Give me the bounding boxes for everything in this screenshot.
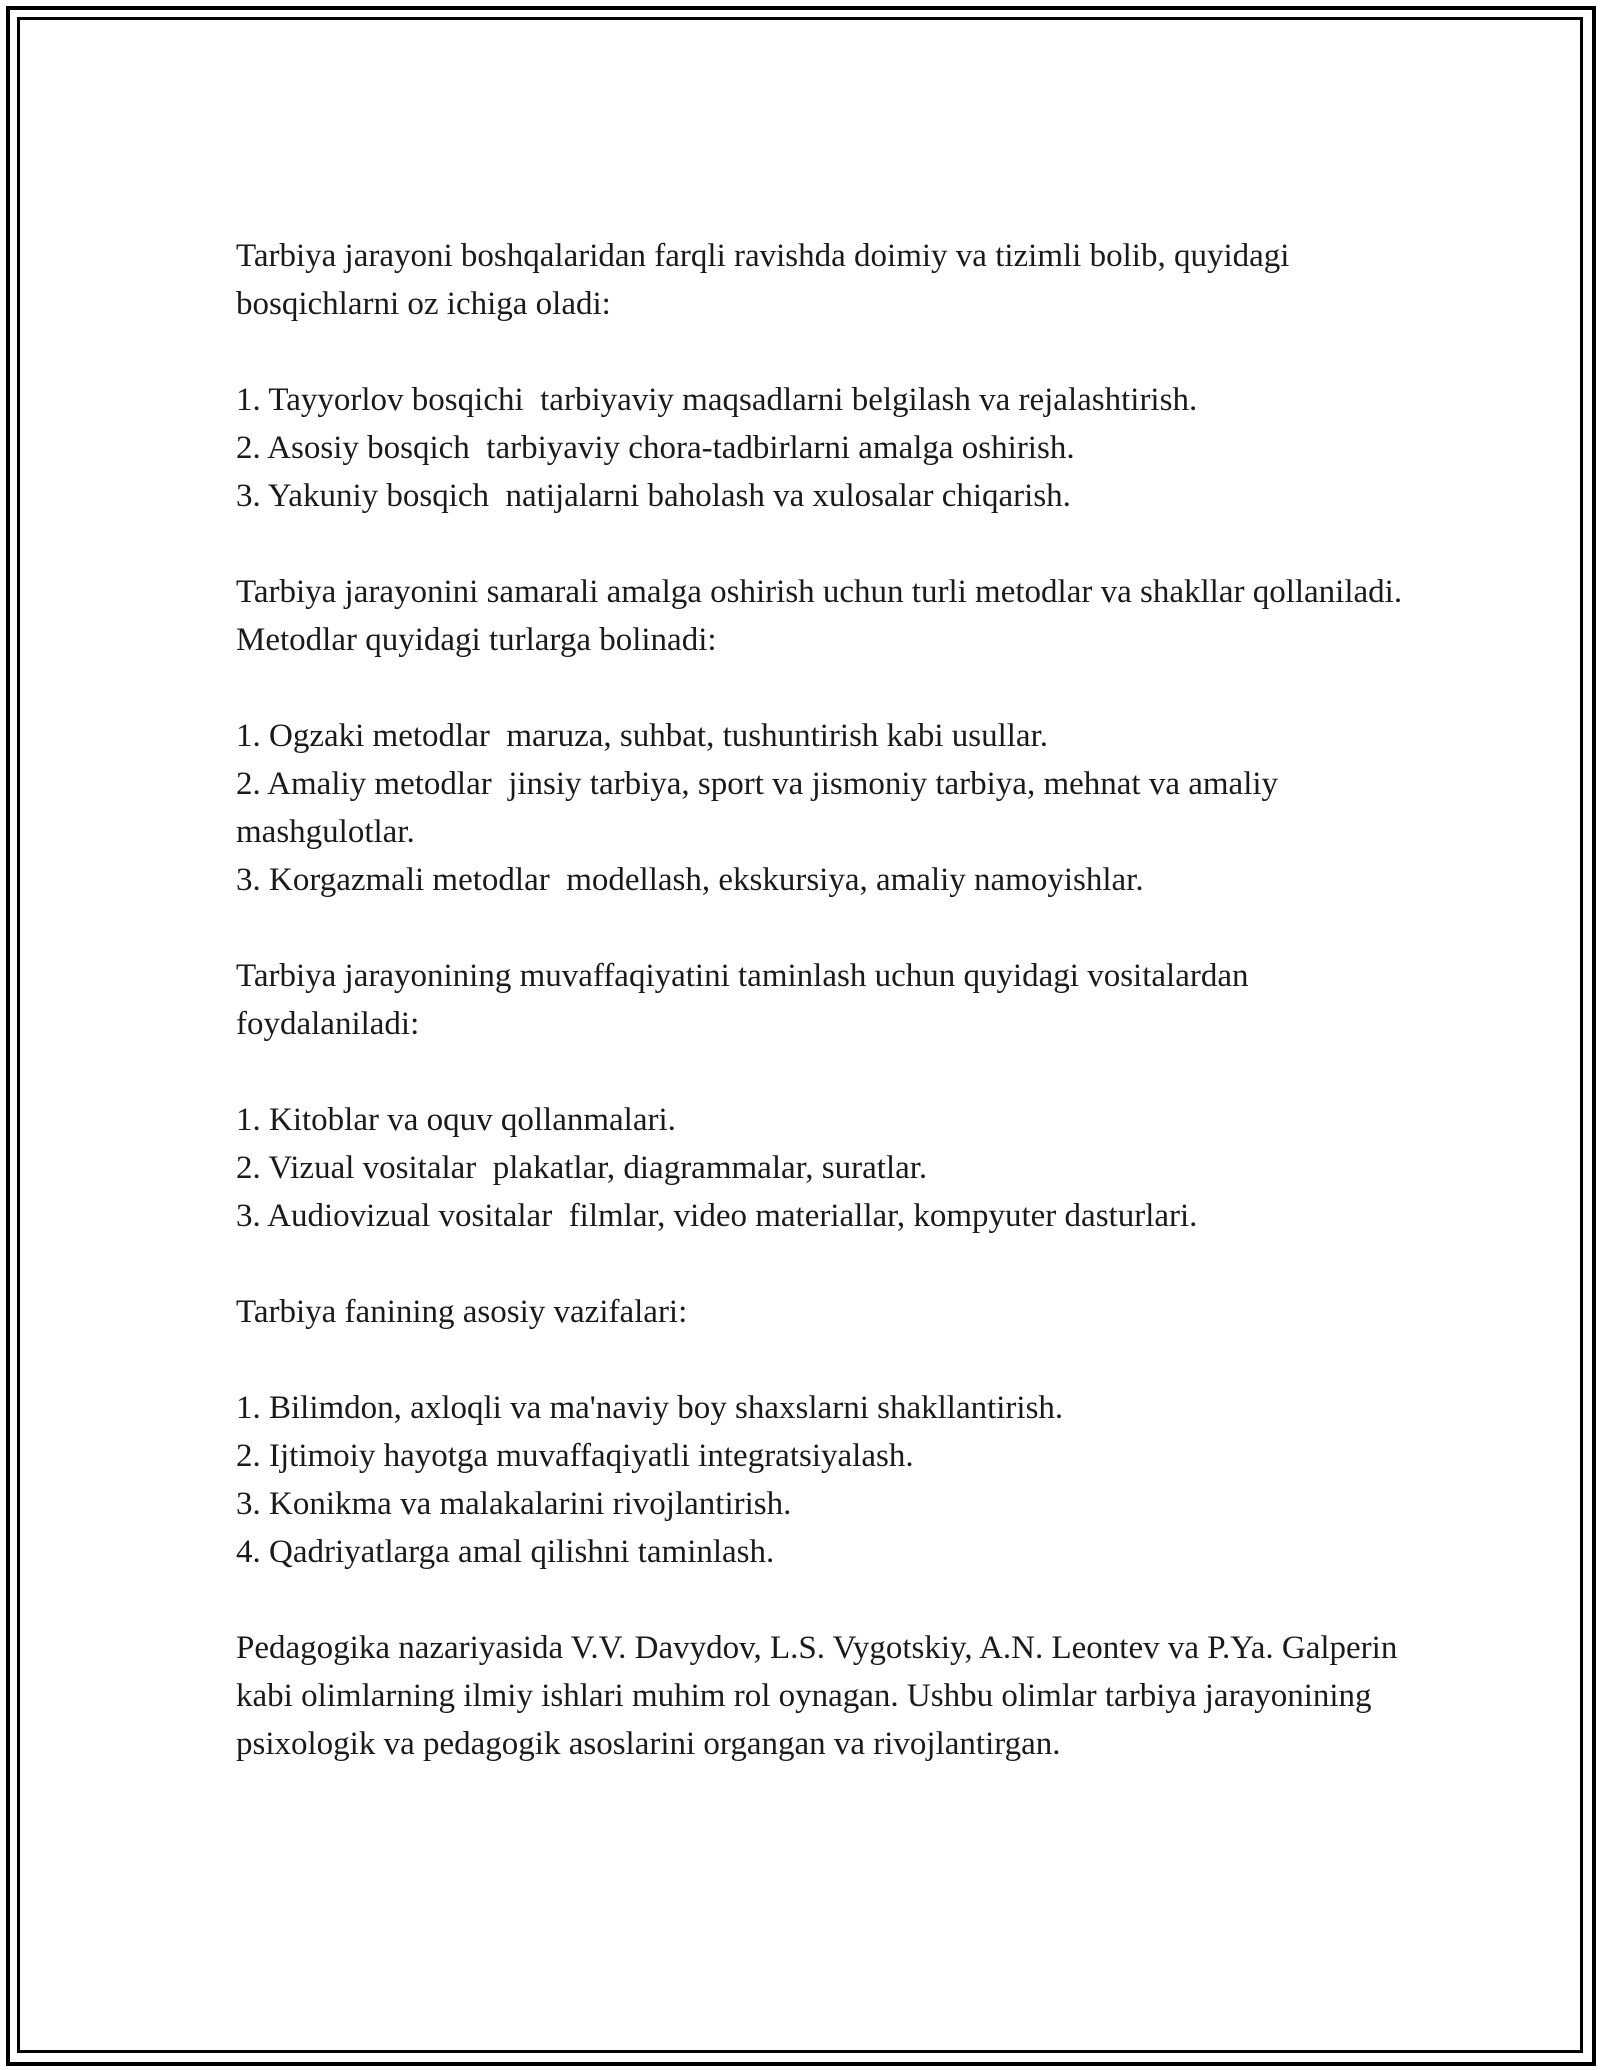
- list-item-task-1: 1. Bilimdon, axloqli va ma'naviy boy shaxslarni shakllantirish.: [236, 1390, 1064, 1426]
- list-item-stage-3: 3. Yakuniy bosqich natijalarni baholash va xulosalar chiqarish.: [236, 478, 1071, 514]
- list-item-task-2: 2. Ijtimoiy hayotga muvaffaqiyatli integratsiyalash.: [236, 1438, 914, 1474]
- list-item-method-2: 2. Amaliy metodlar jinsiy tarbiya, sport va jismoniy tarbiya, mehnat va amaliy mashgulotlar.: [236, 766, 1287, 850]
- spacer: [236, 904, 1406, 952]
- paragraph-tasks-intro: Tarbiya fanining asosiy vazifalari:: [236, 1294, 688, 1330]
- spacer: [236, 1240, 1406, 1288]
- list-item-tool-3: 3. Audiovizual vositalar filmlar, video materiallar, kompyuter dasturlari.: [236, 1198, 1198, 1234]
- list-item-tool-2: 2. Vizual vositalar plakatlar, diagrammalar, suratlar.: [236, 1150, 928, 1186]
- spacer: [236, 664, 1406, 712]
- list-item-stage-2: 2. Asosiy bosqich tarbiyaviy chora-tadbirlarni amalga oshirish.: [236, 430, 1075, 466]
- list-item-tool-1: 1. Kitoblar va oquv qollanmalari.: [236, 1102, 676, 1138]
- spacer: [236, 1576, 1406, 1624]
- list-item-method-3: 3. Korgazmali metodlar modellash, ekskursiya, amaliy namoyishlar.: [236, 862, 1144, 898]
- paragraph-closing: Pedagogika nazariyasida V.V. Davydov, L.S. Vygotskiy, A.N. Leontev va P.Ya. Galperin kabi olimlarning ilmiy ishlari muhim rol oynagan. Ushbu olimlar tarbiya jarayonining psixologik va pedagogik asoslarini organgan va rivojlantirgan.: [236, 1630, 1406, 1762]
- list-item-task-3: 3. Konikma va malakalarini rivojlantirish.: [236, 1486, 792, 1522]
- document-body: [236, 232, 1411, 1768]
- list-item-method-1: 1. Ogzaki metodlar maruza, suhbat, tushuntirish kabi usullar.: [236, 718, 1048, 754]
- spacer: [236, 1336, 1406, 1384]
- list-item-task-4: 4. Qadriyatlarga amal qilishni taminlash.: [236, 1534, 775, 1570]
- spacer: [236, 328, 1406, 376]
- paragraph-methods-intro: Tarbiya jarayonini samarali amalga oshirish uchun turli metodlar va shakllar qollaniladi. Metodlar quyidagi turlarga bolinadi:: [236, 574, 1411, 658]
- spacer: [236, 520, 1406, 568]
- paragraph-tools-intro: Tarbiya jarayonining muvaffaqiyatini taminlash uchun quyidagi vositalardan foydalaniladi:: [236, 958, 1257, 1042]
- list-item-stage-1: 1. Tayyorlov bosqichi tarbiyaviy maqsadlarni belgilash va rejalashtirish.: [236, 382, 1198, 418]
- paragraph-stages-intro: Tarbiya jarayoni boshqalaridan farqli ravishda doimiy va tizimli bolib, quyidagi bosqichlarni oz ichiga oladi:: [236, 238, 1298, 322]
- spacer: [236, 1048, 1406, 1096]
